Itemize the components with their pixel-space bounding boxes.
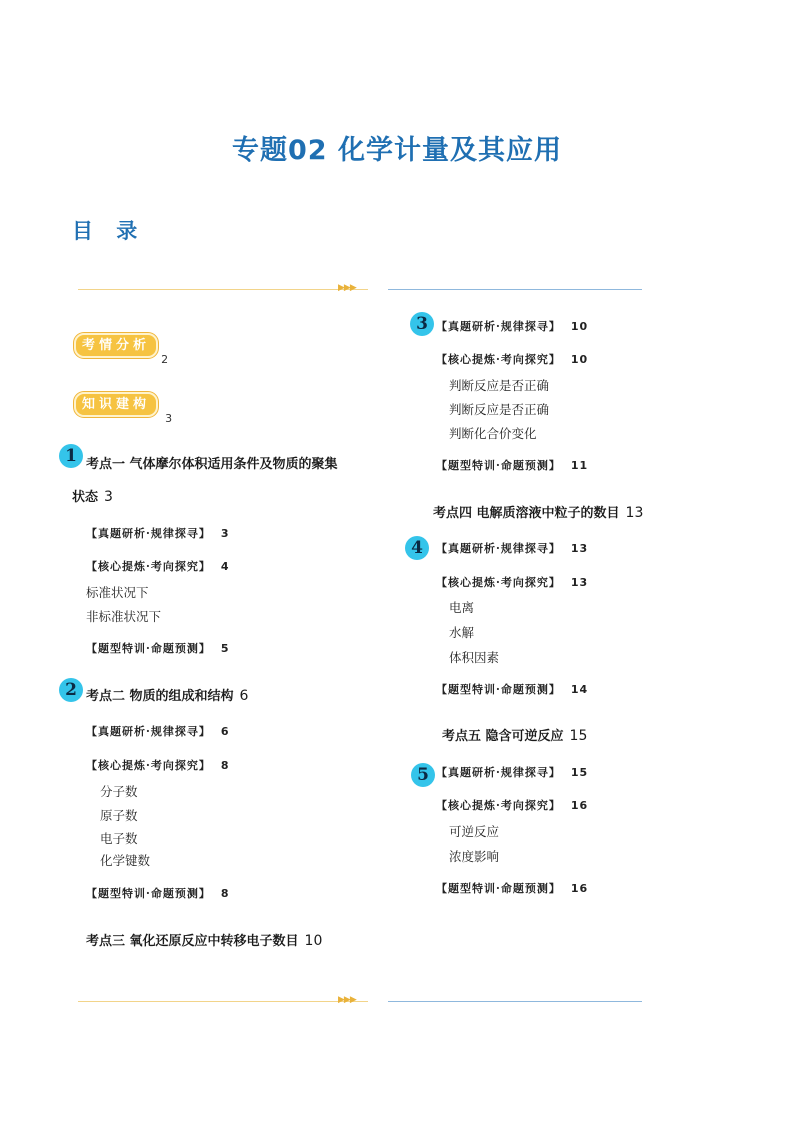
number-4-icon: 4 (405, 536, 429, 560)
triple-arrow-icon: ▶▶▶ (338, 283, 356, 293)
toc-page: 10 (570, 353, 589, 366)
divider-line-left (78, 1001, 368, 1002)
toc-page: 11 (570, 459, 589, 472)
toc-entry-zhishi[interactable] (74, 392, 173, 425)
divider-line-right (388, 289, 642, 290)
entry-label: 【题型特训·命题预测】 (436, 459, 561, 472)
entry-label: 【核心提炼·考向探究】 (436, 576, 561, 589)
toc-page: 8 (220, 759, 230, 772)
toc-entry-hexin[interactable] (436, 797, 588, 813)
toc-page: 15 (570, 766, 589, 779)
toc-entry-zhenti[interactable] (86, 525, 230, 541)
toc-page: 16 (570, 882, 589, 895)
toc-page: 6 (220, 725, 230, 738)
entry-label: 【题型特训·命题预测】 (436, 683, 561, 696)
toc-entry-kaodian-3[interactable] (86, 930, 322, 949)
toc-subentry[interactable]: 电子数 (100, 831, 138, 846)
toc-entry-zhenti[interactable] (436, 540, 588, 556)
top-divider (78, 283, 642, 297)
entry-label: 【真题研析·规律探寻】 (436, 766, 561, 779)
toc-page: 3 (220, 527, 230, 540)
kaodian-2-title: 考点二 物质的组成和结构 (86, 689, 234, 704)
entry-label: 【题型特训·命题预测】 (436, 882, 561, 895)
toc-entry-kaodian-1[interactable] (86, 453, 338, 472)
number-1-icon: 1 (59, 444, 83, 468)
toc-page: 16 (570, 799, 589, 812)
toc-subentry[interactable]: 判断反应是否正确 (449, 378, 550, 393)
triple-arrow-icon: ▶▶▶ (338, 995, 356, 1005)
toc-subentry[interactable]: 判断反应是否正确 (449, 402, 550, 417)
entry-label: 【真题研析·规律探寻】 (86, 725, 211, 738)
toc-subentry[interactable]: 水解 (449, 625, 475, 640)
toc-subentry[interactable]: 可逆反应 (449, 824, 500, 839)
toc-subentry[interactable]: 化学键数 (100, 853, 151, 868)
toc-page: 2 (161, 353, 169, 366)
toc-entry-zhenti[interactable] (86, 723, 230, 739)
entry-label: 【真题研析·规律探寻】 (86, 527, 211, 540)
toc-heading: 目 录 (72, 219, 146, 243)
kaodian-1-title-cont: 状态 (72, 490, 99, 505)
entry-label: 【核心提炼·考向探究】 (86, 560, 211, 573)
kaodian-1-title: 考点一 气体摩尔体积适用条件及物质的聚集 (86, 457, 338, 472)
toc-entry-tixing[interactable] (436, 457, 588, 473)
toc-entry-tixing[interactable] (86, 640, 230, 656)
entry-label: 【核心提炼·考向探究】 (436, 799, 561, 812)
toc-page: 5 (220, 642, 230, 655)
toc-subentry[interactable]: 浓度影响 (449, 849, 500, 864)
zhishi-badge: 知识建构 (74, 392, 158, 417)
toc-entry-hexin[interactable] (86, 757, 230, 773)
toc-page: 10 (304, 933, 323, 949)
kaodian-4-title: 考点四 电解质溶液中粒子的数目 (433, 506, 620, 521)
toc-page: 13 (570, 542, 589, 555)
toc-page: 14 (570, 683, 589, 696)
toc-page: 4 (220, 560, 230, 573)
kaodian-3-title: 考点三 氧化还原反应中转移电子数目 (86, 934, 299, 949)
toc-entry-zhenti[interactable] (436, 764, 588, 780)
toc-subentry[interactable]: 分子数 (100, 784, 138, 799)
toc-page: 13 (570, 576, 589, 589)
entry-label: 【核心提炼·考向探究】 (436, 353, 561, 366)
kaodian-5-title: 考点五 隐含可逆反应 (442, 729, 564, 744)
divider-line-right (388, 1001, 642, 1002)
number-3-icon: 3 (410, 312, 434, 336)
toc-subentry[interactable]: 标准状况下 (86, 585, 149, 600)
bottom-divider (78, 995, 642, 1009)
kaoqing-badge: 考情分析 (74, 333, 158, 358)
toc-page: 3 (104, 489, 113, 505)
toc-entry-tixing[interactable] (436, 681, 588, 697)
toc-entry-hexin[interactable] (436, 351, 588, 367)
toc-entry-hexin[interactable] (436, 574, 588, 590)
toc-entry-kaodian-2[interactable] (86, 685, 248, 704)
toc-page: 6 (239, 688, 249, 704)
toc-page: 10 (570, 320, 589, 333)
toc-entry-kaodian-5[interactable] (442, 725, 587, 744)
toc-page: 8 (220, 887, 230, 900)
page-title: 专题02 化学计量及其应用 (232, 135, 562, 166)
toc-subentry[interactable]: 非标准状况下 (86, 609, 162, 624)
toc-subentry[interactable]: 原子数 (100, 808, 138, 823)
toc-subentry[interactable]: 判断化合价变化 (449, 426, 537, 441)
toc-entry-kaoqing[interactable] (74, 333, 170, 366)
entry-label: 【核心提炼·考向探究】 (86, 759, 211, 772)
entry-label: 【真题研析·规律探寻】 (436, 320, 561, 333)
toc-subentry[interactable]: 电离 (449, 600, 475, 615)
toc-entry-kaodian-1-cont[interactable] (72, 486, 113, 505)
toc-page: 13 (625, 505, 644, 521)
toc-subentry[interactable]: 体积因素 (449, 650, 500, 665)
toc-entry-tixing[interactable] (436, 880, 588, 896)
toc-page: 15 (569, 728, 588, 744)
toc-page: 3 (165, 412, 173, 425)
entry-label: 【真题研析·规律探寻】 (436, 542, 561, 555)
toc-entry-kaodian-4[interactable] (433, 502, 643, 521)
entry-label: 【题型特训·命题预测】 (86, 642, 211, 655)
divider-line-left (78, 289, 368, 290)
number-2-icon: 2 (59, 678, 83, 702)
toc-entry-hexin[interactable] (86, 558, 230, 574)
toc-entry-zhenti[interactable] (436, 318, 588, 334)
entry-label: 【题型特训·命题预测】 (86, 887, 211, 900)
toc-entry-tixing[interactable] (86, 885, 230, 901)
number-5-icon: 5 (411, 763, 435, 787)
